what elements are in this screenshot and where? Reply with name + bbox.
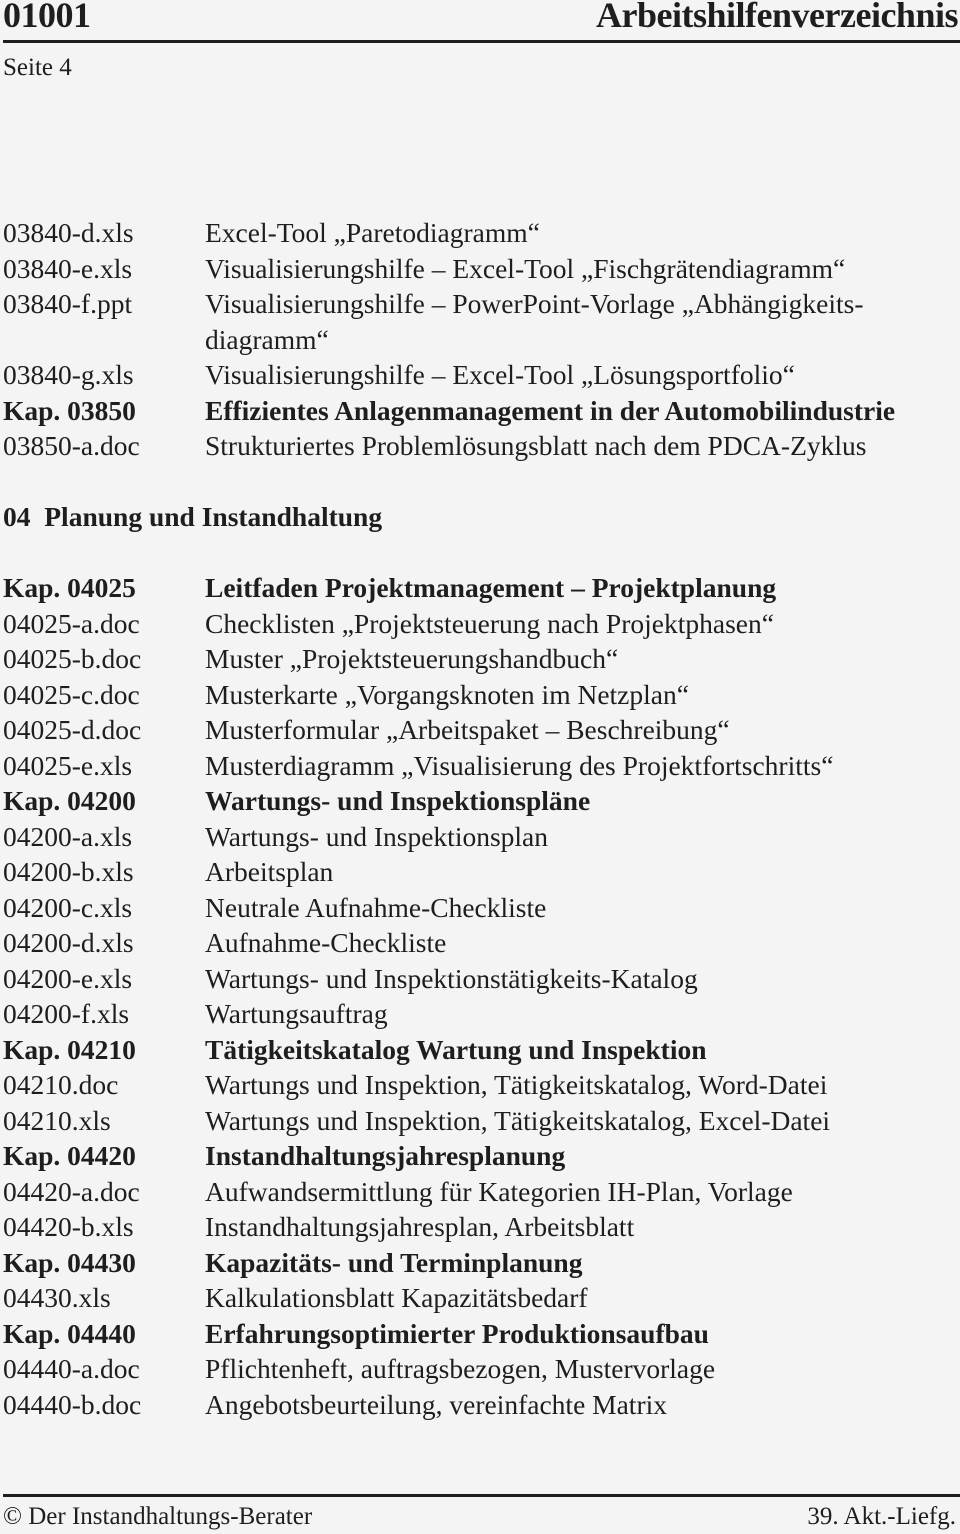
list-item [3, 925, 960, 961]
document-title: Arbeitshilfenverzeichnis [596, 0, 958, 35]
entry-code: 04025-a.doc [3, 607, 140, 639]
list-item [3, 854, 960, 890]
list-item [3, 996, 960, 1032]
entry-description: Visualisierungshilfe – Excel-Tool „Fischgrätendiagramm“ [205, 252, 846, 284]
entry-code: 03850-a.doc [3, 430, 140, 461]
list-item [3, 1280, 960, 1316]
document-number: 01001 [3, 0, 91, 35]
entry-description: Aufwandsermittlung für Kategorien IH-Plan, Vorlage [205, 1175, 793, 1207]
entry-list-04 [3, 570, 960, 1422]
list-item [3, 1174, 960, 1210]
list-item [3, 251, 960, 287]
list-item [3, 1209, 960, 1245]
entry-description: Musterkarte „Vorgangsknoten im Netzplan“ [205, 678, 689, 710]
entry-description: Instandhaltungsjahresplan, Arbeitsblatt [205, 1211, 635, 1242]
entry-description: Tätigkeitskatalog Wartung und Inspektion [205, 1033, 707, 1065]
list-item [3, 712, 960, 748]
footer-publisher: © Der Instandhaltungs-Berater [3, 1503, 313, 1530]
entry-description: Effizientes Anlagenmanagement in der Automobilindustrie [205, 394, 896, 426]
entry-code: 04420-b.xls [3, 1211, 134, 1242]
entry-description: Wartungs- und Inspektionspläne [205, 785, 591, 816]
chapter-row [3, 1032, 960, 1068]
entry-code: Kap. 03850 [3, 394, 136, 426]
list-item [3, 1067, 960, 1103]
entry-code: Kap. 04430 [3, 1246, 136, 1278]
entry-code: 03840-e.xls [3, 252, 133, 284]
entry-code: 04025-d.doc [3, 714, 142, 745]
entry-description: Leitfaden Projektmanagement – Projektplanung [205, 572, 777, 603]
page-number: Seite 4 [3, 54, 72, 81]
entry-code: 04200-c.xls [3, 891, 133, 923]
entry-description: Instandhaltungsjahresplanung [205, 1140, 566, 1171]
entry-description: Excel-Tool „Paretodiagramm“ [205, 217, 540, 248]
chapter-row [3, 1316, 960, 1352]
entry-code: 03840-d.xls [3, 217, 134, 248]
list-item [3, 641, 960, 677]
entry-description: Muster „Projektsteuerungshandbuch“ [205, 643, 619, 674]
list-item [3, 215, 960, 251]
entry-code: 04025-b.doc [3, 643, 142, 674]
entry-description: Neutrale Aufnahme-Checkliste [205, 891, 547, 923]
entry-description: Angebotsbeurteilung, vereinfachte Matrix [205, 1388, 667, 1420]
list-item [3, 428, 960, 464]
entry-code: 04200-b.xls [3, 856, 134, 887]
entry-description: Wartungs- und Inspektionsplan [205, 820, 549, 852]
entry-description: Visualisierungshilfe – Excel-Tool „Lösungsportfolio“ [205, 359, 795, 390]
list-item [3, 606, 960, 642]
list-item [3, 1351, 960, 1387]
list-item [3, 357, 960, 393]
entry-code: 04440-b.doc [3, 1388, 142, 1420]
entry-description: Checklisten „Projektsteuerung nach Projektphasen“ [205, 607, 774, 639]
list-item [3, 1387, 960, 1423]
entry-description: Kapazitäts- und Terminplanung [205, 1246, 583, 1278]
entry-code: 04430.xls [3, 1282, 111, 1313]
entry-code: 04025-c.doc [3, 678, 140, 710]
entry-description: Arbeitsplan [205, 856, 334, 887]
chapter-row [3, 1245, 960, 1281]
entry-code: 04210.xls [3, 1104, 111, 1136]
entry-description: Wartungsauftrag [205, 998, 388, 1029]
chapter-row [3, 1138, 960, 1174]
list-item [3, 677, 960, 713]
entry-list-03 [3, 215, 960, 464]
entry-description: Strukturiertes Problemlösungsblatt nach dem PDCA-Zyklus [205, 430, 867, 461]
entry-description: Musterformular „Arbeitspaket – Beschreibung“ [205, 714, 730, 745]
entry-code: 04025-e.xls [3, 749, 133, 781]
entry-code: 04200-e.xls [3, 962, 133, 994]
entry-code: Kap. 04420 [3, 1140, 136, 1171]
list-item [3, 819, 960, 855]
list-item [3, 286, 960, 357]
entry-description: Wartungs und Inspektion, Tätigkeitskatalog, Word-Datei [205, 1069, 828, 1100]
footer-divider [3, 1494, 960, 1497]
entry-code: 04200-a.xls [3, 820, 133, 852]
list-item [3, 961, 960, 997]
entry-code: 04440-a.doc [3, 1353, 140, 1384]
entry-code: 03840-f.ppt [3, 288, 133, 319]
entry-code: Kap. 04025 [3, 572, 136, 603]
entry-code: 04420-a.doc [3, 1175, 140, 1207]
list-item [3, 1103, 960, 1139]
entry-code: 03840-g.xls [3, 359, 134, 390]
entry-code: 04200-f.xls [3, 998, 130, 1029]
entry-code: 04200-d.xls [3, 927, 134, 958]
entry-description: Musterdiagramm „Visualisierung des Projektfortschritts“ [205, 749, 834, 781]
list-item [3, 890, 960, 926]
chapter-row [3, 393, 960, 429]
chapter-row [3, 783, 960, 819]
entry-description: Wartungs- und Inspektionstätigkeits-Katalog [205, 962, 698, 994]
chapter-row [3, 570, 960, 606]
entry-description: Aufnahme-Checkliste [205, 927, 447, 958]
entry-description: Pflichtenheft, auftragsbezogen, Mustervorlage [205, 1353, 716, 1384]
entry-code: 04210.doc [3, 1069, 119, 1100]
list-item [3, 748, 960, 784]
entry-code: Kap. 04440 [3, 1317, 136, 1349]
footer-edition: 39. Akt.-Liefg. [807, 1503, 956, 1530]
section-heading: 04 Planung und Instandhaltung [3, 501, 383, 532]
entry-description: Kalkulationsblatt Kapazitätsbedarf [205, 1282, 588, 1313]
header-divider [3, 40, 960, 43]
entry-code: Kap. 04210 [3, 1033, 136, 1065]
entry-description: Visualisierungshilfe – PowerPoint-Vorlage „Abhängigkeits- diagramm“ [205, 288, 864, 355]
entry-description: Wartungs und Inspektion, Tätigkeitskatalog, Excel-Datei [205, 1104, 831, 1136]
entry-code: Kap. 04200 [3, 785, 136, 816]
entry-description: Erfahrungsoptimierter Produktionsaufbau [205, 1317, 709, 1349]
